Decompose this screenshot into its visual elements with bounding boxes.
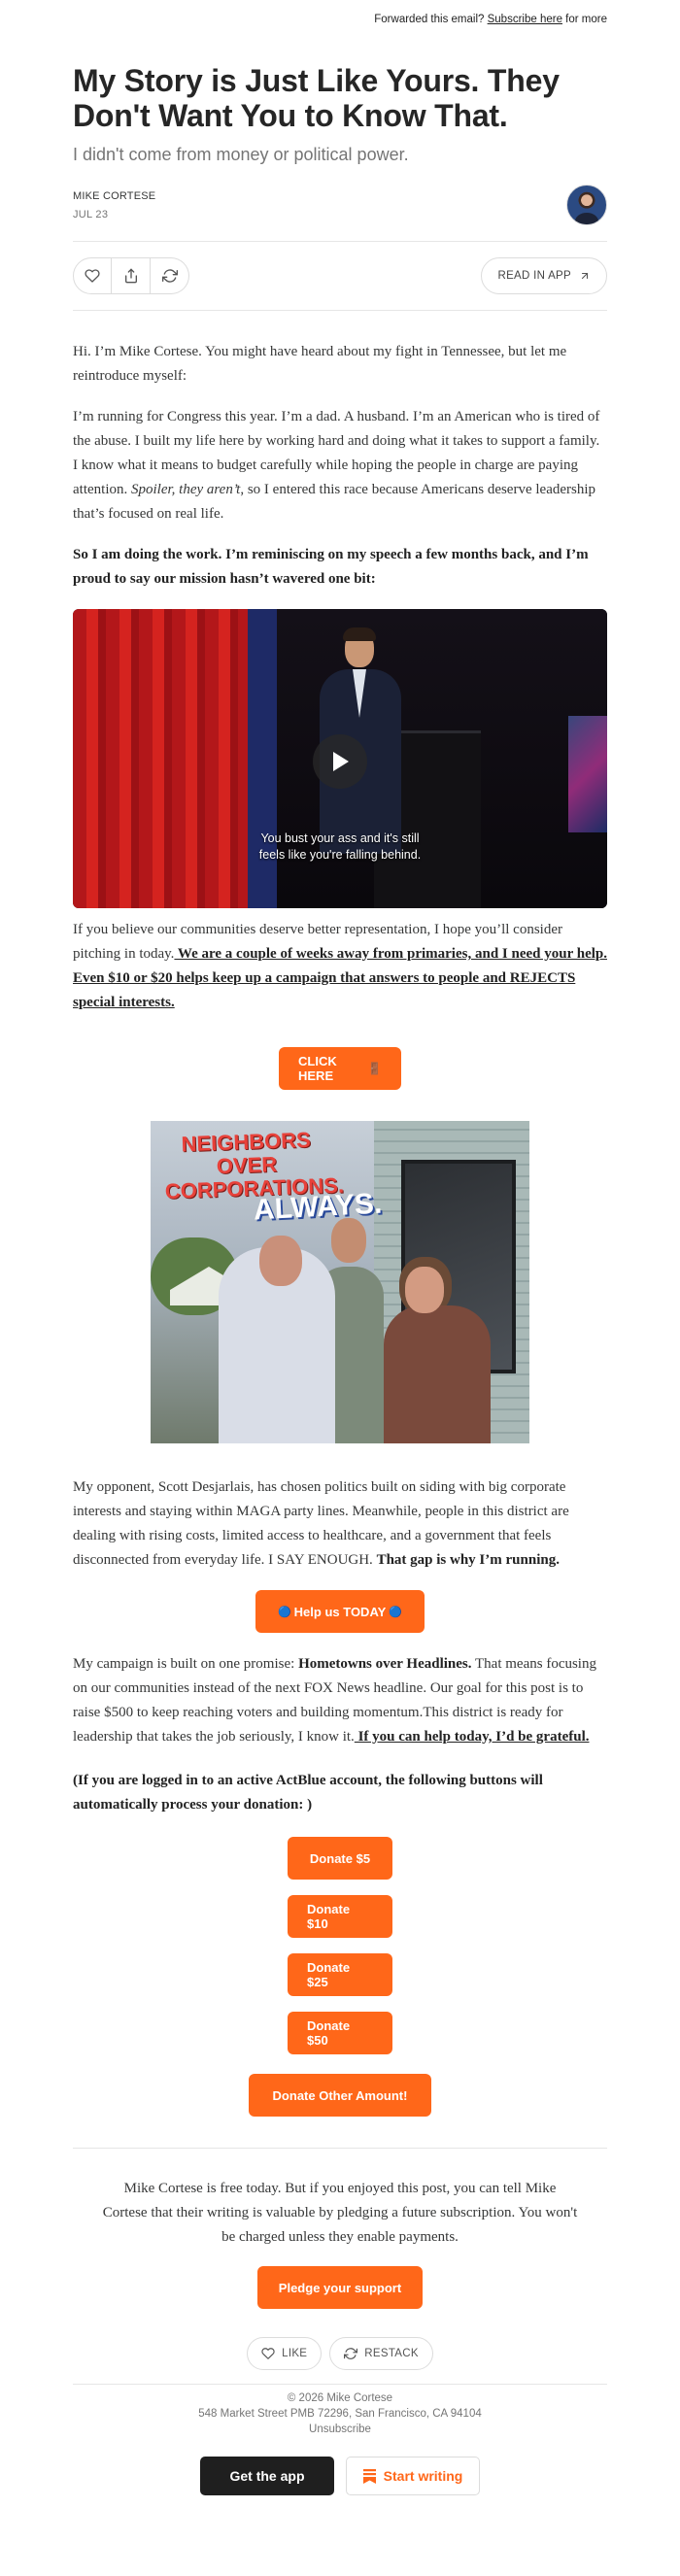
about-text-b: , so I entered this race because Americans deserve leadership that’s focused on real life. bbox=[73, 482, 596, 522]
read-in-app-label: READ IN APP bbox=[497, 270, 571, 282]
read-in-app-button[interactable] bbox=[481, 257, 607, 294]
speech-video[interactable] bbox=[73, 609, 607, 908]
photo-tagline: ALWAYS. bbox=[253, 1187, 384, 1227]
work-text: So I am doing the work. I’m reminiscing on my speech a few months back, and I’m proud to say our mission hasn’t wavered one bit: bbox=[73, 547, 589, 587]
opponent-text: My opponent, Scott Desjarlais, has chosen politics built on siding with big corporate interests and staying within MAGA party lines. Meanwhile, people in this district are dealing with rising costs, limited access to healthcare, and a government that feels disconnected from everyday life. I SAY ENOUGH. bbox=[73, 1479, 569, 1568]
restack-icon bbox=[162, 268, 178, 284]
photo-headline: NEIGHBORS OVER CORPORATIONS. bbox=[164, 1127, 345, 1203]
donate-25-button[interactable]: Donate $25 bbox=[288, 1953, 392, 1996]
forwarded-suffix: for more bbox=[565, 14, 607, 25]
play-button[interactable] bbox=[313, 734, 367, 789]
byline bbox=[73, 185, 607, 225]
footer-copyright: © 2026 Mike Cortese bbox=[287, 2392, 393, 2404]
opponent-paragraph bbox=[73, 1475, 607, 1573]
pitch-paragraph bbox=[73, 918, 607, 1015]
like-button[interactable] bbox=[73, 257, 112, 294]
reaction-buttons bbox=[73, 257, 189, 294]
subscribe-link[interactable]: Subscribe here bbox=[487, 14, 562, 25]
donate-10-button[interactable]: Donate $10 bbox=[288, 1895, 392, 1938]
share-icon bbox=[123, 268, 139, 284]
intro-paragraph: Hi. I’m Mike Cortese. You might have heard about my fight in Tennessee, but let me reintroduce myself: bbox=[73, 344, 567, 384]
start-writing-label: Start writing bbox=[383, 2468, 463, 2484]
photo-person-right bbox=[384, 1305, 491, 1443]
heart-icon bbox=[85, 268, 100, 284]
video-caption-line-2: feels like you're falling behind. bbox=[258, 848, 422, 862]
post-actions-bar bbox=[73, 241, 607, 311]
pledge-button[interactable]: Pledge your support bbox=[257, 2266, 423, 2309]
footer-restack-button[interactable] bbox=[329, 2337, 433, 2370]
forwarded-text: Forwarded this email? bbox=[374, 14, 485, 25]
actblue-notice bbox=[73, 1769, 607, 1817]
donate-50-button[interactable]: Donate $50 bbox=[288, 2012, 392, 2054]
photo-face-right bbox=[405, 1267, 444, 1313]
start-writing-button[interactable] bbox=[346, 2457, 480, 2495]
donate-other-button[interactable]: Donate Other Amount! bbox=[249, 2074, 431, 2117]
opponent-text-bold: That gap is why I’m running. bbox=[376, 1552, 560, 1568]
pitch-text: If you believe our communities deserve better representation, I hope you’ll consider pitching in today. bbox=[73, 922, 562, 962]
divider bbox=[73, 2148, 607, 2149]
promise-text-c: That means focusing on our communities instead of the next FOX News headline. Our goal for this post is to raise $500 to keep reaching voters and building momentum.This district is ready for leadership that takes the job seriously, I know it. bbox=[73, 1656, 596, 1745]
arrow-up-right-icon bbox=[579, 270, 591, 282]
video-caption-line-1: You bust your ass and it's still bbox=[260, 831, 420, 845]
primaries-link[interactable]: We are a couple of weeks away from primaries, and I need your help. Even $10 or $20 helps keep up a campaign that answers to people and REJECTS special interests. bbox=[73, 946, 607, 1010]
app-buttons bbox=[73, 2457, 607, 2495]
campaign-photo[interactable] bbox=[151, 1121, 529, 1443]
help-us-label: Help us TODAY bbox=[293, 1604, 387, 1619]
play-icon bbox=[330, 751, 350, 772]
post-title[interactable]: My Story is Just Like Yours. They Don't Want You to Know That. bbox=[73, 63, 560, 133]
promise-text-bold: Hometowns over Headlines. bbox=[298, 1656, 472, 1672]
promise-text-a: My campaign is built on one promise: bbox=[73, 1656, 299, 1672]
click-here-label: CLICK HERE bbox=[298, 1054, 337, 1083]
photo-face-left bbox=[259, 1236, 302, 1286]
footer-like-label: LIKE bbox=[282, 2348, 308, 2359]
promise-paragraph bbox=[73, 1652, 607, 1749]
author-avatar[interactable] bbox=[566, 185, 607, 225]
email-container bbox=[73, 0, 607, 2495]
footer-address: 548 Market Street PMB 72296, San Francisco, CA 94104 bbox=[198, 2408, 482, 2420]
work-paragraph bbox=[73, 543, 607, 592]
footer-like-button[interactable] bbox=[247, 2337, 322, 2370]
heart-icon bbox=[261, 2347, 275, 2360]
footer-reactions bbox=[73, 2337, 607, 2370]
video-screen bbox=[568, 716, 607, 832]
donate-5-button[interactable]: Donate $5 bbox=[288, 1837, 392, 1880]
unsubscribe-link[interactable]: Unsubscribe bbox=[309, 2423, 371, 2435]
about-text-emphasis: Spoiler, they aren’t bbox=[131, 482, 241, 497]
footer-divider bbox=[73, 2384, 607, 2385]
help-us-today-button[interactable] bbox=[255, 1590, 425, 1633]
substack-logo-icon bbox=[363, 2469, 376, 2484]
speaker-hair bbox=[343, 627, 376, 641]
about-text-a: I’m running for Congress this year. I’m a dad. A husband. I’m an American who is tired of the abuse. I built my life here by working hard and doing what it takes to support a family. I know what it means to budget carefully while hoping the people in charge are paying attention. bbox=[73, 409, 600, 497]
door-icon: 🚪 bbox=[367, 1062, 382, 1075]
video-caption bbox=[73, 830, 607, 864]
restack-icon bbox=[344, 2347, 357, 2360]
click-here-button[interactable] bbox=[279, 1047, 401, 1090]
footer-restack-label: RESTACK bbox=[364, 2348, 419, 2359]
help-today-link[interactable]: If you can help today, I’d be grateful. bbox=[354, 1729, 590, 1745]
actblue-text: (If you are logged in to an active ActBlue account, the following buttons will automatically process your donation: ) bbox=[73, 1773, 543, 1813]
post-subtitle: I didn't come from money or political power. bbox=[73, 145, 409, 164]
photo-face-middle bbox=[331, 1218, 366, 1263]
post-date: JUL 23 bbox=[73, 208, 109, 220]
forwarded-notice bbox=[73, 0, 607, 39]
author-name[interactable]: MIKE CORTESE bbox=[73, 189, 156, 202]
share-button[interactable] bbox=[112, 257, 151, 294]
blue-circle-icon: 🔵 bbox=[389, 1606, 403, 1618]
get-the-app-button[interactable]: Get the app bbox=[200, 2457, 334, 2495]
pledge-pitch: Mike Cortese is free today. But if you enjoyed this post, you can tell Mike Cortese that their writing is valuable by pledging a future subscription. You won't be charged unless they enable payments. bbox=[102, 2181, 578, 2245]
about-paragraph bbox=[73, 405, 607, 526]
blue-circle-icon: 🔵 bbox=[277, 1606, 291, 1618]
restack-button[interactable] bbox=[151, 257, 189, 294]
